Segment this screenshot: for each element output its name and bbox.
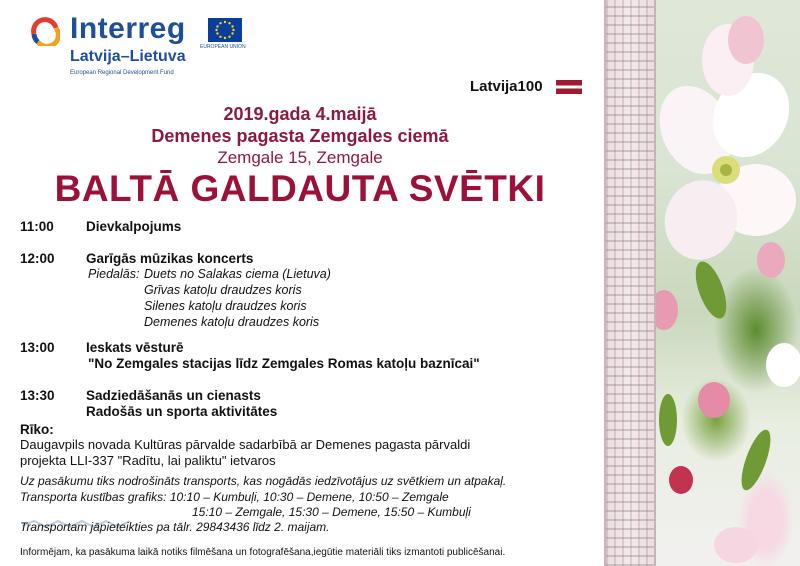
schedule-subtitle: Radošās un sporta aktivitātes [86,404,278,419]
participants-label: Piedalās: [88,267,140,281]
transport-intro: Uz pasākumu tiks nodrošināts transports, kas nogādās iedzīvotājus uz svētkiem un atpakaļ. [20,474,507,488]
schedule-time: 12:00 [20,251,55,266]
transport-schedule: Transporta kustības grafiks: 10:10 – Kumbuļi, 10:30 – Demene, 10:50 – Zemgale [20,490,449,504]
footer-note: Informējam, ka pasākuma laikā notiks filmēšana un fotografēšana,iegūtie materiāli tiks izmantoti publicēšanai. [20,547,506,558]
interreg-fund: European Regional Development Fund [70,70,174,76]
schedule-title: Garīgās mūzikas koncerts [86,251,254,266]
schedule-time: 11:00 [20,219,54,234]
event-date: 2019.gada 4.maijā [223,104,377,124]
interreg-program: Latvija–Lietuva [70,48,186,65]
latvija100-logo: Latvija100 [470,78,543,95]
schedule-time: 13:00 [20,340,55,355]
latvia-flag-icon [556,80,582,94]
interreg-name: Interreg [70,12,186,45]
eu-label: EUROPEAN UNION [200,44,246,50]
transport-registration: Transportam jāpieteikties pa tālr. 29843436 līdz 2. maijam. [20,520,330,534]
organizer-line: projekta LLI-337 "Radītu, lai paliktu" ietvaros [20,453,276,468]
event-address: Zemgale 15, Zemgale [217,148,383,167]
transport-schedule-return: 15:10 – Zemgale, 15:30 – Demene, 15:50 – Kumbuļi [192,505,471,519]
ornament-strip [604,0,656,566]
organizer-label: Rīko: [20,422,54,437]
organizer-line: Daugavpils novada Kultūras pārvalde sadarbībā ar Demenes pagasta pārvaldi [20,437,471,452]
participant: Grīvas katoļu draudzes koris [144,283,302,297]
schedule-time: 13:30 [20,388,55,403]
event-title: BALTĀ GALDAUTA SVĒTKI [54,168,546,209]
schedule-subtitle: "No Zemgales stacijas līdz Zemgales Romas katoļu baznīcai" [88,356,480,371]
participant: Duets no Salakas ciema (Lietuva) [144,267,331,281]
schedule-title: Ieskats vēsturē [86,340,184,355]
eu-flag-icon [208,18,242,42]
schedule-title: Sadziedāšanās un cienasts [86,388,261,403]
leaf-icons [659,258,776,494]
schedule-title: Dievkalpojums [86,219,182,234]
event-venue: Demenes pagasta Zemgales ciemā [151,126,449,146]
main-blossom-icon [656,24,800,268]
participant: Demenes katoļu draudzes koris [144,315,320,329]
interreg-mark-icon [30,16,60,46]
participant: Silenes katoļu draudzes koris [144,299,307,313]
